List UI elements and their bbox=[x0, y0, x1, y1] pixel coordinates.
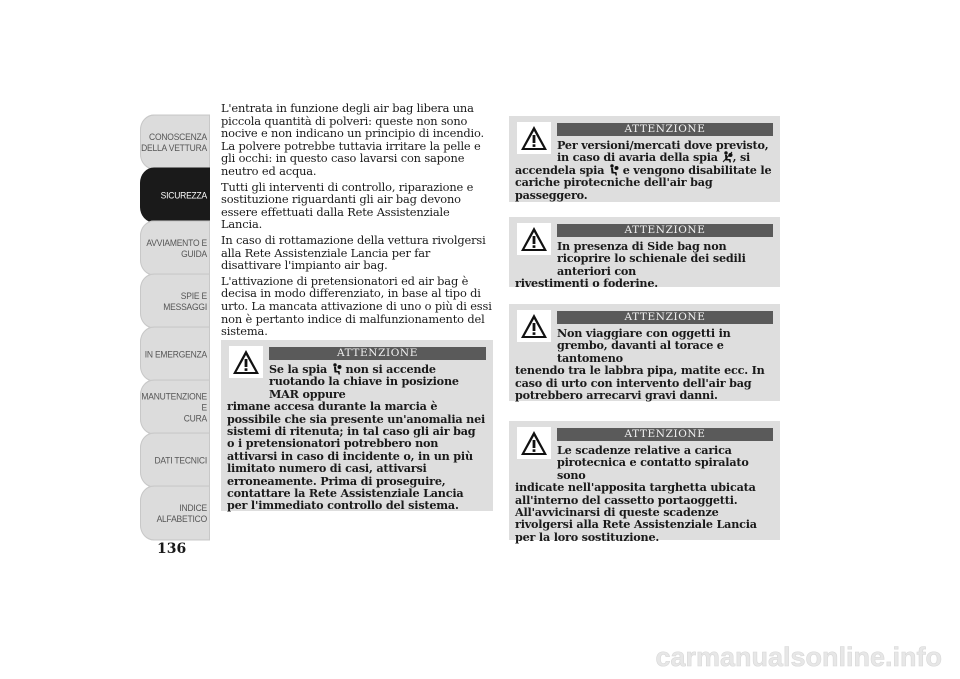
warning-text: Le scadenze relative a carica pirotecnica e contatto spiralato sono indicate nell'apposita targhetta ubicata all'interno del cassetto portaoggetti. All'avvicinarsi di queste scadenze rivolgersi alla Rete Assistenziale Lancia per la loro sostituzione. bbox=[515, 443, 757, 544]
warning-triangle-icon bbox=[517, 310, 551, 342]
body-text bbox=[221, 102, 493, 341]
watermark-text: carmanualsonline.info bbox=[655, 642, 942, 672]
warning-triangle-icon bbox=[517, 122, 551, 154]
tab-dati-tecnici[interactable]: DATI TECNICI bbox=[140, 433, 210, 488]
warning-text: In presenza di Side bag non ricoprire lo schienale dei sedili anteriori con rivestimenti o foderine. bbox=[515, 239, 746, 291]
paragraph: Tutti gli interventi di controllo, riparazione e sostituzione riguardanti gli air bag devono essere effettuati dalla Rete Assistenziale Lancia. bbox=[221, 179, 474, 232]
airbag-warning-light-icon bbox=[608, 164, 619, 176]
tab-avviamento[interactable]: AVVIAMENTO E GUIDA bbox=[140, 221, 210, 276]
warning-box bbox=[509, 116, 780, 202]
watermark bbox=[0, 635, 960, 679]
warning-box bbox=[509, 304, 780, 401]
passenger-airbag-off-icon bbox=[722, 151, 733, 163]
paragraph: In caso di rottamazione della vettura rivolgersi alla Rete Assistenziale Lancia per far disattivare l'impianto air bag. bbox=[221, 232, 486, 273]
warning-box bbox=[509, 217, 780, 291]
warning-heading: ATTENZIONE bbox=[557, 123, 773, 136]
warning-heading: ATTENZIONE bbox=[557, 311, 773, 324]
warning-box bbox=[221, 340, 493, 511]
warning-text: Non viaggiare con oggetti in grembo, davanti al torace e tantomeno tenendo tra le labbra pipa, matite ecc. In caso di urto con intervento dell'air bag potrebbero arrecarvi gravi danni. bbox=[515, 326, 765, 403]
airbag-warning-light-icon bbox=[331, 363, 342, 375]
watermark-logo bbox=[0, 635, 960, 675]
tab-spie[interactable]: SPIE E MESSAGGI bbox=[140, 274, 210, 329]
warning-triangle-icon bbox=[517, 223, 551, 255]
warning-triangle-icon bbox=[229, 346, 263, 378]
paragraph: L'attivazione di pretensionatori ed air bag è decisa in modo differenziato, in base al tipo di urto. La mancata attivazione di uno o più di essi non è pertanto indice di malfunzionamento del sistema. bbox=[221, 273, 492, 339]
tab-sicurezza[interactable]: SICUREZZA bbox=[140, 168, 210, 223]
tab-conoscenza[interactable]: CONOSCENZA DELLA VETTURA bbox=[140, 115, 210, 170]
chapter-tabs bbox=[140, 117, 210, 541]
tab-manutenzione[interactable]: MANUTENZIONE E CURA bbox=[140, 380, 210, 435]
paragraph: L'entrata in funzione degli air bag libera una piccola quantità di polveri: queste non sono nocive e non indicano un principio di incendio. La polvere potrebbe tuttavia irritare la pelle e gli occhi: in questo caso lavarsi con sapone neutro ed acqua. bbox=[221, 101, 485, 178]
warning-heading: ATTENZIONE bbox=[557, 428, 773, 441]
tab-indice[interactable]: INDICE ALFABETICO bbox=[140, 486, 210, 541]
tab-emergenza[interactable]: IN EMERGENZA bbox=[140, 327, 210, 382]
warning-box bbox=[509, 421, 780, 544]
warning-text: Per versioni/mercati dove previsto, in caso di avaria della spia , si accendela spia e vengono disabilitate le cariche pirotecniche dell'air bag passeggero. bbox=[515, 138, 772, 202]
page-number: 136 bbox=[157, 541, 187, 557]
warning-heading: ATTENZIONE bbox=[269, 347, 486, 360]
warning-triangle-icon bbox=[517, 427, 551, 459]
warning-heading: ATTENZIONE bbox=[557, 224, 773, 237]
warning-text: Se la spia non si accende ruotando la chiave in posizione MAR oppure rimane accesa durante la marcia è possibile che sia presente un'anomalia nei sistemi di ritenuta; in tal caso gli air bag o i pretensionatori potrebbero non attivarsi in caso di incidente o, in un più limitato numero di casi, attivarsi erroneamente. Prima di proseguire, contattare la Rete Assistenziale Lancia per l'immediato controllo del sistema. bbox=[227, 362, 486, 513]
